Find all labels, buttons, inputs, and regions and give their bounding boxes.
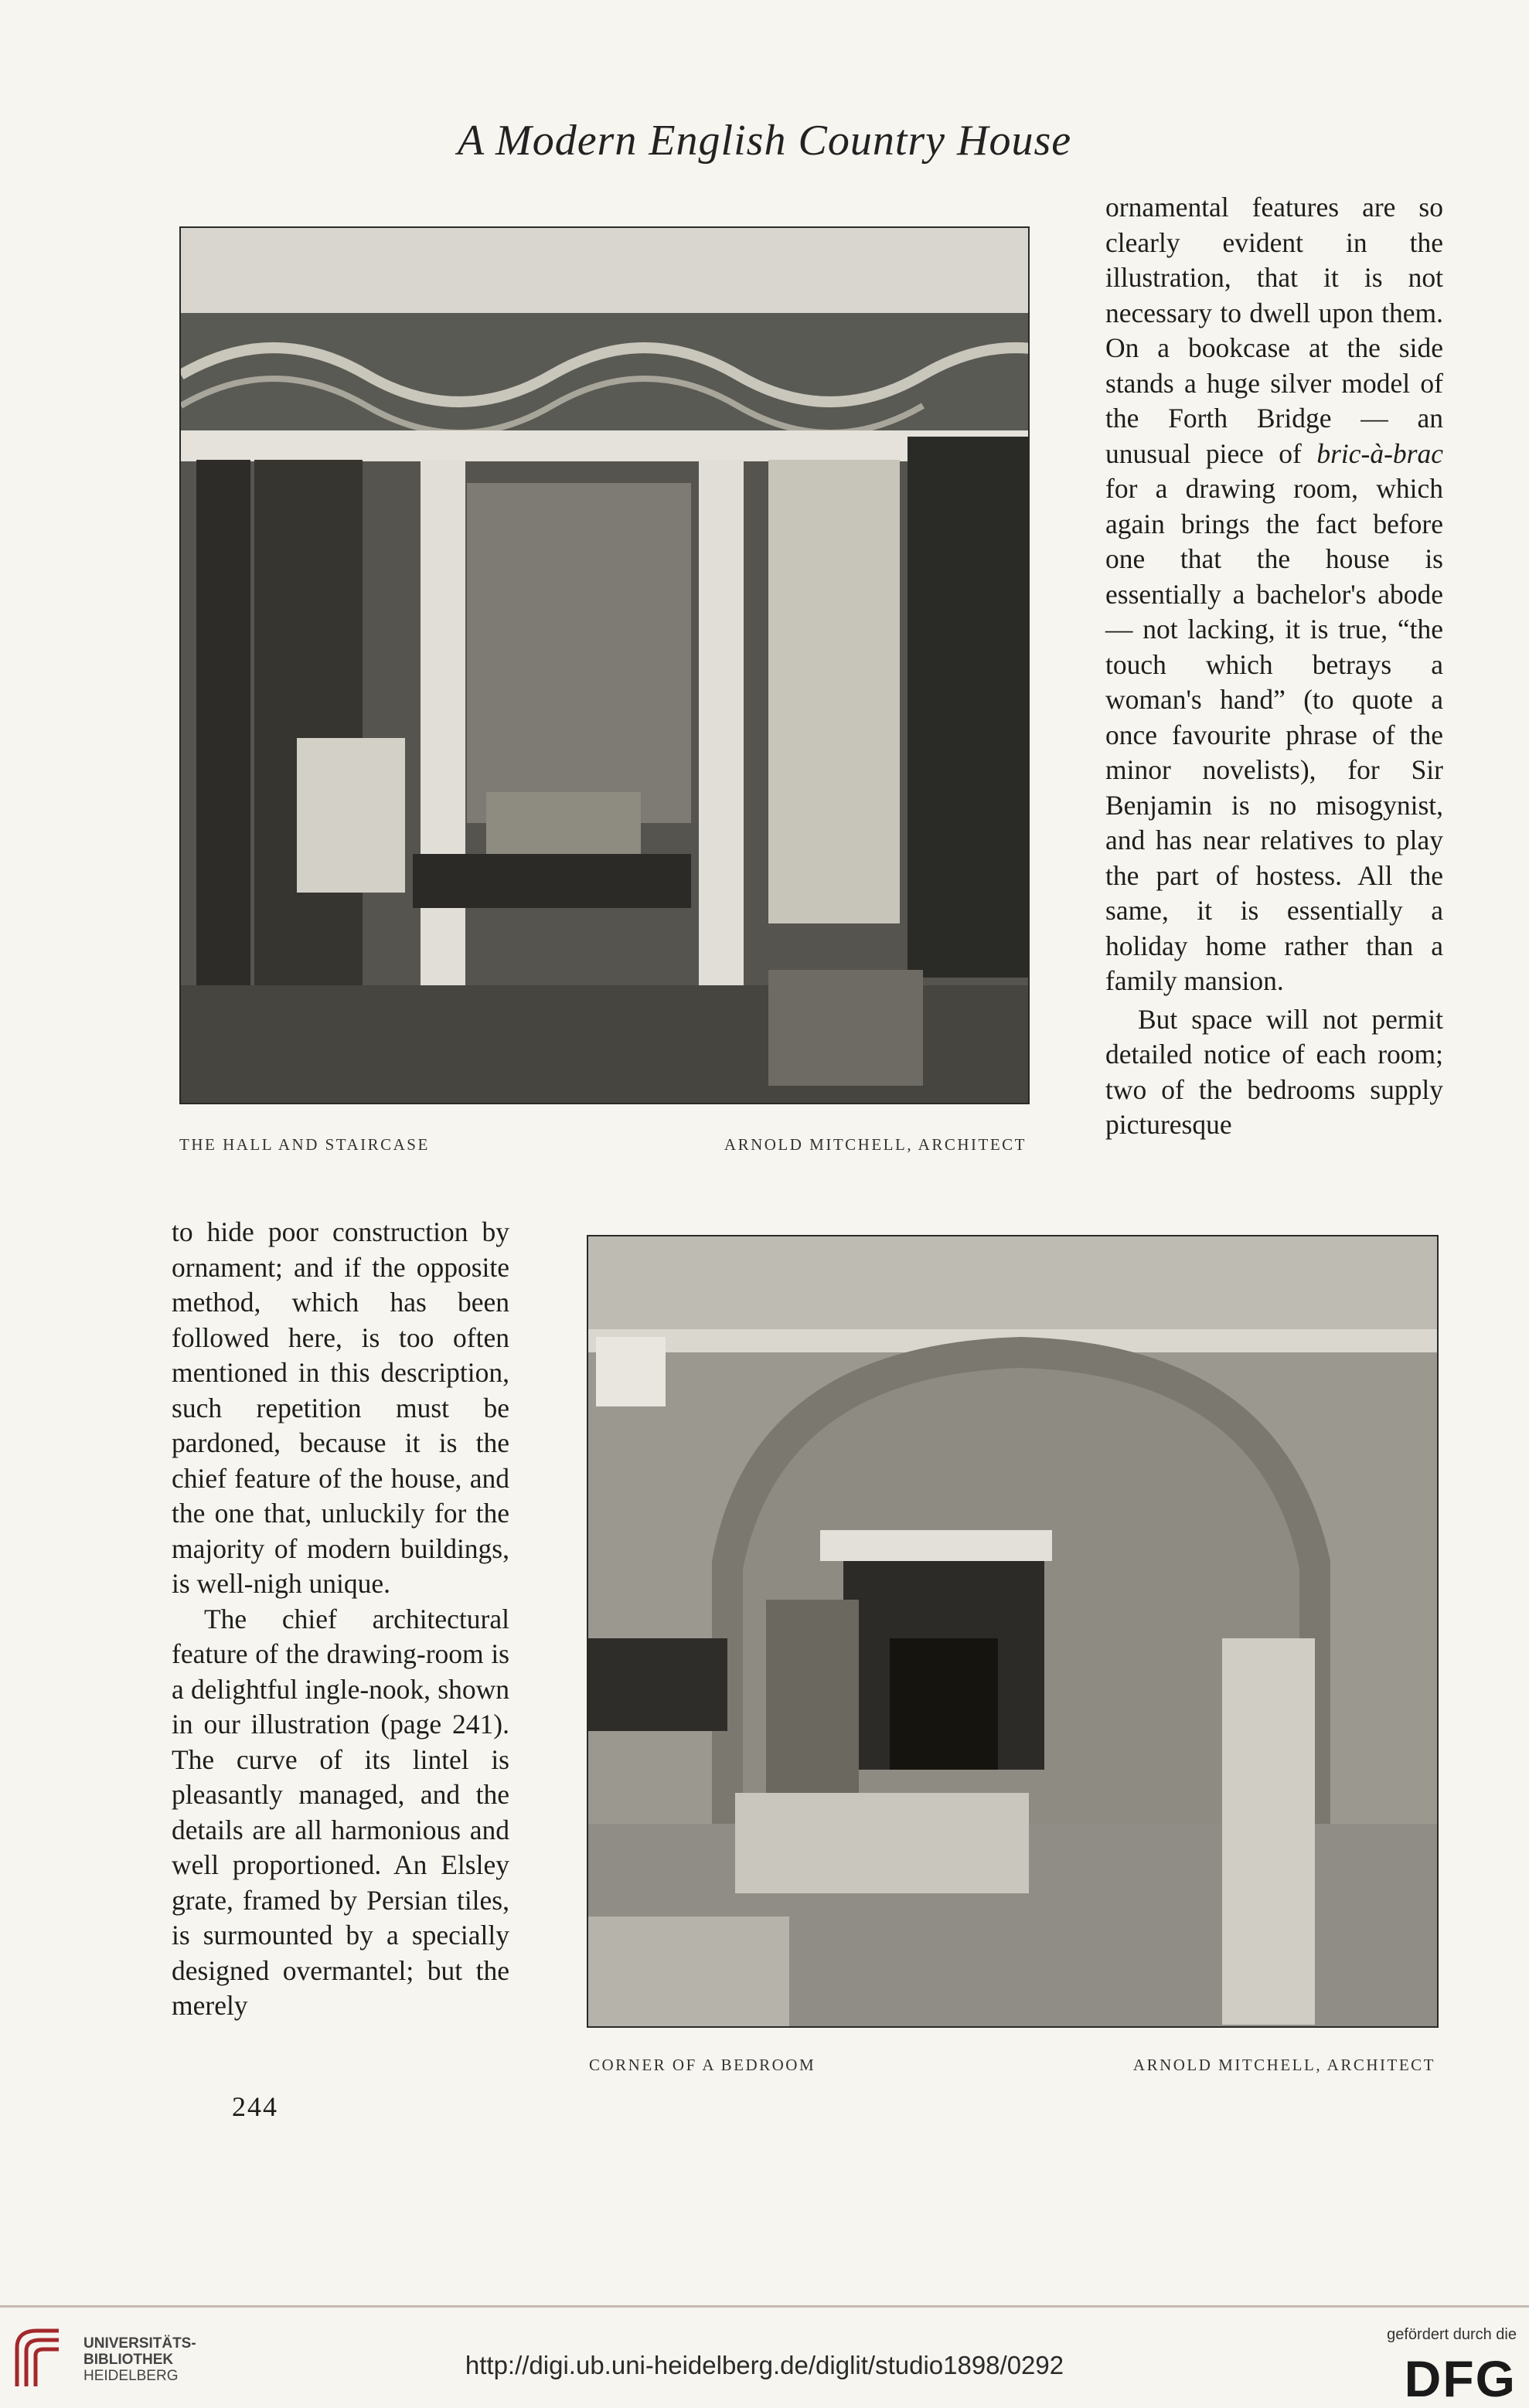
caption-credit: ARNOLD MITCHELL, ARCHITECT	[1132, 2056, 1435, 2074]
paragraph: to hide poor construction by ornament; and if the opposite method, which has been followed here, is too often mentioned in this description, such repetition must be pardoned, because it is the chief feature of the house, and the one that, unluckily for the majority of modern buildings, is well-nigh unique.	[172, 1216, 509, 1599]
bedroom-corner-caption	[589, 2056, 1435, 2075]
dfg-logo: DFG	[1404, 2350, 1517, 2407]
paragraph: But space will not permit detailed notice of each room; two of the bedrooms supply picturesque	[1105, 1003, 1443, 1140]
paragraph: The chief architectural feature of the drawing-room is a delightful ingle-nook, shown in our illustration (page 241). The curve of its lintel is pleasantly managed, and the details are all harmonious and well proportioned. An Elsley grate, framed by Persian tiles, is surmounted by a specially designed overmantel; but the merely	[172, 1603, 509, 2021]
running-title: A Modern English Country House	[457, 117, 1072, 165]
hall-staircase-photo	[179, 226, 1030, 1104]
source-url-link[interactable]: http://digi.ub.uni-heidelberg.de/diglit/studio1898/0292	[465, 2351, 1064, 2379]
bedroom-corner-photo	[587, 1235, 1439, 2028]
page-number: 244	[232, 2091, 278, 2122]
funding-label: gefördert durch die	[1387, 2326, 1517, 2343]
italic-term: bric-à-brac	[1316, 437, 1443, 469]
paragraph	[1105, 190, 1443, 999]
caption-credit: ARNOLD MITCHELL, ARCHITECT	[724, 1135, 1027, 1154]
caption-title: CORNER OF A BEDROOM	[589, 2056, 816, 2074]
left-column-bottom	[172, 1215, 509, 2024]
paragraph-part: ornamental features are so clearly evident in the illustration, that it is not necessary to dwell upon them. On a bookcase at the side stands a huge silver model of the Forth Bridge — an unusual piece of	[1105, 192, 1443, 469]
paragraph-part: for a drawing room, which again brings the fact before one that the house is essentially a bachelor's abode— not lacking, it is true, “the touch which betrays a woman's hand” (to quote a once favourite phrase of the minor novelists), for Sir Benjamin is no misogynist, and has near relatives to play the part of hostess. All the same, it is essentially a holiday home rather than a family mansion.	[1105, 473, 1443, 996]
hall-staircase-caption	[179, 1135, 1027, 1155]
caption-title: THE HALL AND STAIRCASE	[179, 1135, 430, 1154]
library-line: UNIVERSITÄTS-	[83, 2335, 196, 2352]
right-column-top	[1105, 190, 1443, 1143]
library-line: BIBLIOTHEK	[83, 2352, 174, 2368]
library-line: HEIDELBERG	[83, 2368, 179, 2384]
